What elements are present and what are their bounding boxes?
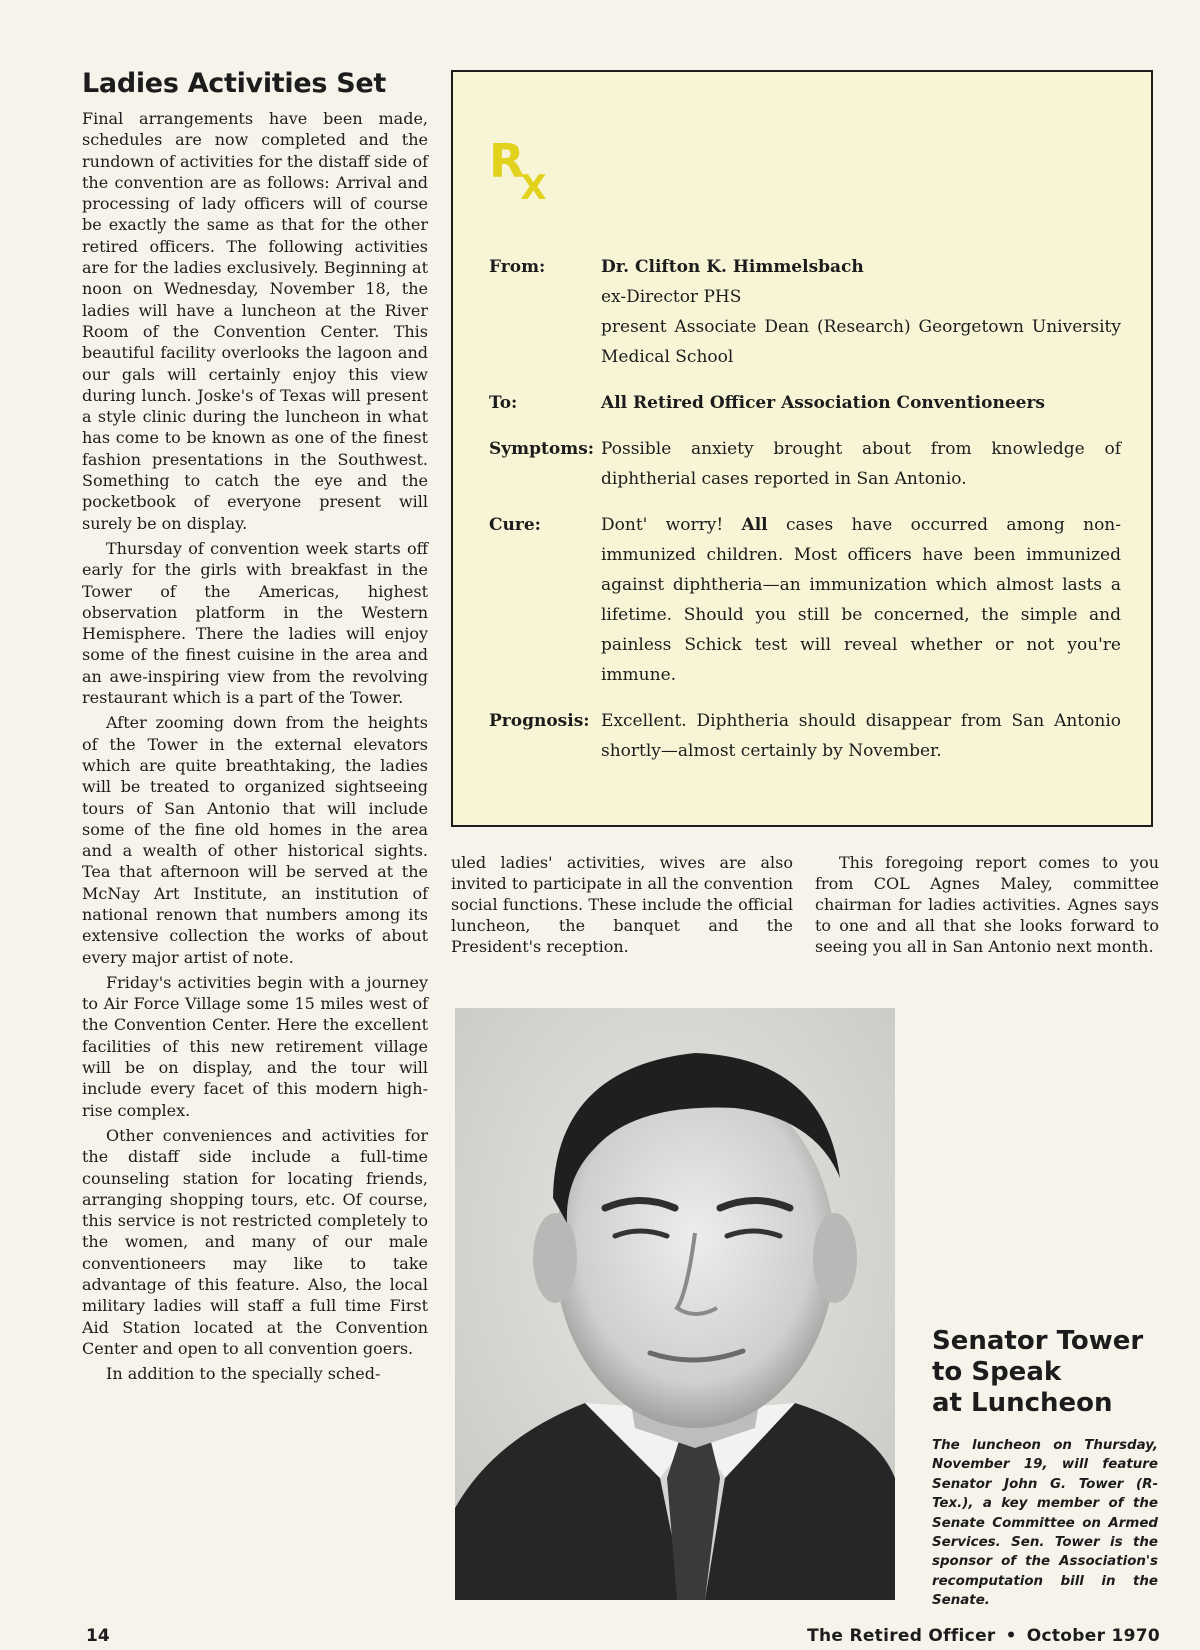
article-paragraph: uled ladies' activities, wives are also invited to participate in all the convention social functions. These include the official luncheon, the banquet and the President's reception.	[451, 853, 793, 956]
from-name: Dr. Clifton K. Himmelsbach	[601, 257, 864, 277]
article-paragraph: Thursday of convention week starts off early for the girls with breakfast in the Tower of the Americas, highest observation platform in the Western Hemisphere. There the ladies will enjoy some of the finest cuisine in the area and an awe-inspiring view from the revolving restaurant which is a part of the Tower.	[82, 538, 428, 708]
article-paragraph: In addition to the specially sched-	[106, 1364, 381, 1384]
article-paragraph: After zooming down from the heights of the Tower in the external elevators which are quite breathtaking, the ladies will be treated to organized sightseeing tours of San Antonio that will include some of the fine old homes in the area and a wealth of other historical sights. Tea that afternoon will be served at the McNay Art Institute, an institution of national renown that numbers among its extensive collection the works of about every major artist of note.	[82, 713, 428, 967]
article-title: Ladies Activities Set	[82, 68, 387, 99]
rx-label: Symptoms:	[489, 439, 595, 459]
rx-value: Excellent. Diphtheria should disappear from San Antonio shortly—almost certainly by November.	[601, 711, 1121, 761]
magazine-masthead	[807, 1626, 1160, 1646]
rx-logo-x: X	[520, 168, 547, 208]
rx-row-prognosis	[489, 706, 1121, 766]
article-paragraph: Friday's activities begin with a journey to Air Force Village some 15 miles west of the Convention Center. Here the excellent facilities of this new retirement village will be on display, and the tour will include every facet of this modern high-rise complex.	[82, 972, 428, 1120]
cure-text: Dont' worry!	[601, 515, 742, 535]
article-continuation	[451, 852, 793, 957]
rx-table	[489, 252, 1121, 782]
rx-label: Prognosis:	[489, 711, 590, 731]
rx-prescription-box	[451, 70, 1153, 827]
from-title: ex-Director PHS	[601, 287, 742, 307]
article-paragraph: This foregoing report comes to you from COL Agnes Maley, committee chairman for ladies activities. Agnes says to one and all that she looks forward to seeing you all in San Antonio next month.	[815, 853, 1159, 956]
senator-portrait-photo	[455, 1008, 895, 1600]
rx-logo-r: R	[489, 134, 525, 188]
headline-line: at Luncheon	[932, 1388, 1113, 1418]
rx-row-cure	[489, 510, 1121, 690]
bullet-separator: •	[1005, 1626, 1017, 1646]
rx-value: Possible anxiety brought about from knowledge of diphtherial cases reported in San Antonio.	[601, 439, 1121, 489]
article-paragraph: Other conveniences and activities for the distaff side include a full-time counseling station for locating friends, arranging shopping tours, etc. Of course, this service is not restricted completely to the women, and many of our male conventioneers may like to take advantage of this feature. Also, the local military ladies will staff a full time First Aid Station located at the Convention Center and open to all convention goers.	[82, 1125, 428, 1358]
page-number: 14	[86, 1626, 110, 1646]
to-value: All Retired Officer Association Conventioneers	[601, 393, 1045, 413]
rx-row-symptoms	[489, 434, 1121, 494]
rx-logo-icon	[489, 134, 551, 208]
senator-caption: The luncheon on Thursday, November 19, will feature Senator John G. Tower (R-Tex.), a key member of the Senate Committee on Armed Services. Sen. Tower is the sponsor of the Association's recomputation bill in the Senate.	[932, 1438, 1158, 1609]
rx-label: Cure:	[489, 515, 541, 535]
issue-date: October 1970	[1026, 1626, 1160, 1646]
from-title: present Associate Dean (Research) Georgetown University Medical School	[601, 317, 1121, 367]
article-closing	[815, 852, 1159, 957]
rx-value	[601, 252, 1121, 372]
article-paragraph: Final arrangements have been made, schedules are now completed and the rundown of activities for the distaff side of the convention are as follows: Arrival and processing of lady officers will of course be exactly the same as that for the other retired officers. The following activities are for the ladies exclusively. Beginning at noon on Wednesday, November 18, the ladies will have a luncheon at the River Room of the Convention Center. This beautiful facility overlooks the lagoon and our gals will certainly enjoy this view during lunch. Joske's of Texas will present a style clinic during the luncheon in what has come to be known as one of the finest fashion presentations in the Southwest. Something to catch the eye and the pocketbook of everyone present will surely be on display.	[82, 109, 428, 533]
ladies-activities-article	[82, 68, 428, 1389]
headline-line: Senator Tower	[932, 1326, 1144, 1356]
rx-row-to	[489, 388, 1121, 418]
cure-text: cases have occurred among non-immunized children. Most officers have been immunized against diphtheria—an immunization which almost lasts a lifetime. Should you still be concerned, the simple and painless Schick test will reveal whether or not you're immune.	[601, 515, 1121, 685]
magazine-title: The Retired Officer	[807, 1626, 996, 1646]
portrait-illustration	[455, 1008, 895, 1600]
rx-value	[601, 510, 1121, 690]
page-footer	[0, 1626, 1200, 1650]
rx-row-from	[489, 252, 1121, 372]
headline-line: to Speak	[932, 1357, 1062, 1387]
rx-value	[601, 388, 1121, 418]
rx-label: From:	[489, 257, 546, 277]
cure-emphasis: All	[741, 515, 768, 535]
senator-headline	[932, 1326, 1162, 1419]
rx-label: To:	[489, 393, 518, 413]
